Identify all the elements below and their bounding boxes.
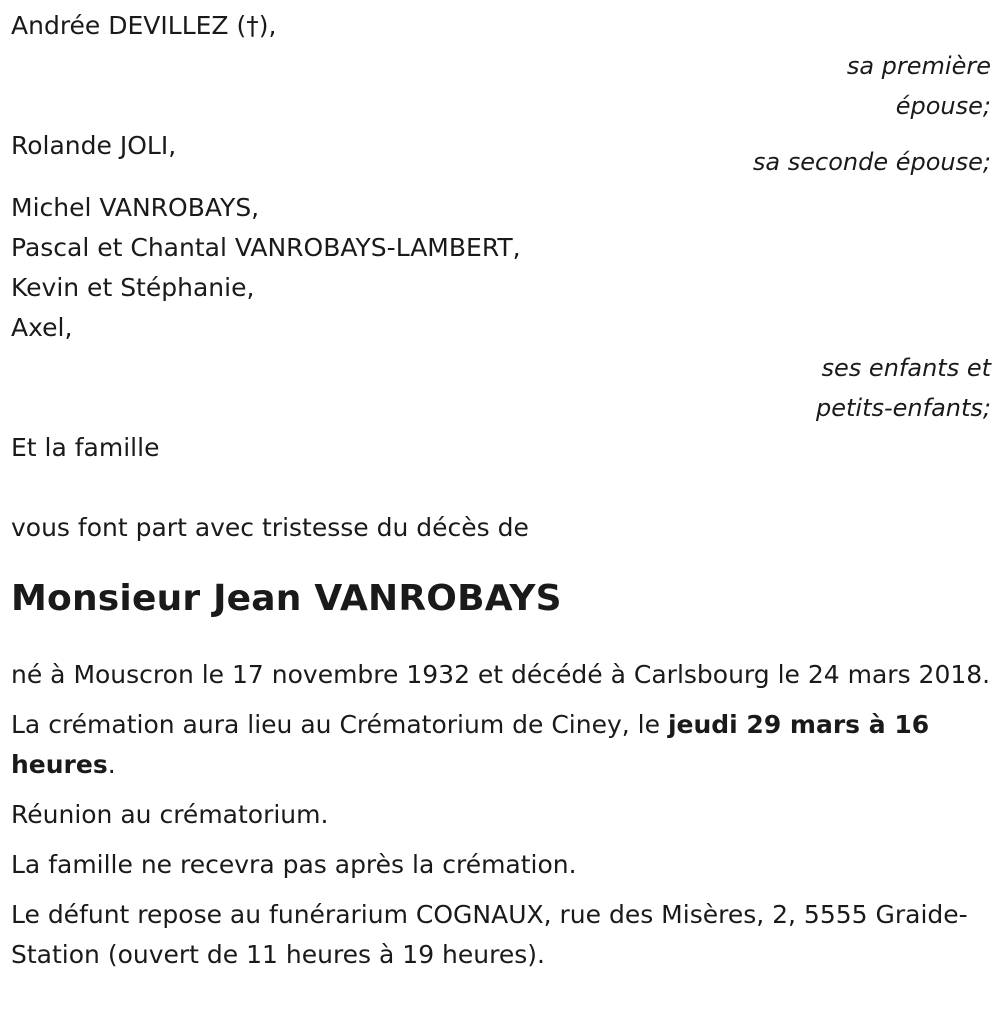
first-wife-name	[11, 6, 991, 46]
second-wife-role: sa seconde épouse;	[752, 148, 991, 176]
no-reception-paragraph: La famille ne recevra pas après la crémation.	[11, 850, 577, 879]
birth-death-paragraph: né à Mouscron le 17 novembre 1932 et décédé à Carlsbourg le 24 mars 2018.	[11, 660, 991, 689]
spacer	[11, 468, 991, 508]
family-line: Et la famille	[11, 433, 160, 462]
first-wife-suffix: ),	[258, 11, 277, 40]
first-wife-role-line1: sa première	[846, 52, 991, 80]
reunion-paragraph: Réunion au crématorium.	[11, 800, 329, 829]
second-wife-name: Rolande JOLI,	[11, 131, 177, 160]
first-wife-role-line2: épouse;	[895, 92, 991, 120]
funerarium-paragraph: Le défunt repose au funérarium COGNAUX, rue des Misères, 2, 5555 Graide-Station (ouvert de 11 heures à 19 heures).	[11, 900, 968, 969]
children-role-line2: petits-enfants;	[816, 394, 991, 422]
child-line: Axel,	[11, 313, 73, 342]
cremation-datetime: jeudi 29 mars à 16 heures	[11, 710, 930, 779]
cross-icon: †	[246, 11, 259, 40]
child-line: Kevin et Stéphanie,	[11, 273, 255, 302]
first-wife-name-text: Andrée DEVILLEZ (	[11, 11, 247, 40]
children-role-line1: ses enfants et	[821, 354, 991, 382]
deceased-name: Monsieur Jean VANROBAYS	[11, 578, 562, 619]
obituary-notice	[11, 6, 991, 985]
announcement-intro: vous font part avec tristesse du décès de	[11, 513, 529, 542]
cremation-suffix: .	[107, 750, 116, 779]
child-line: Pascal et Chantal VANROBAYS-LAMBERT,	[11, 233, 521, 262]
cremation-prefix: La crémation aura lieu au Crématorium de Ciney, le	[11, 710, 668, 739]
cremation-paragraph	[11, 705, 991, 785]
child-line: Michel VANROBAYS,	[11, 193, 260, 222]
